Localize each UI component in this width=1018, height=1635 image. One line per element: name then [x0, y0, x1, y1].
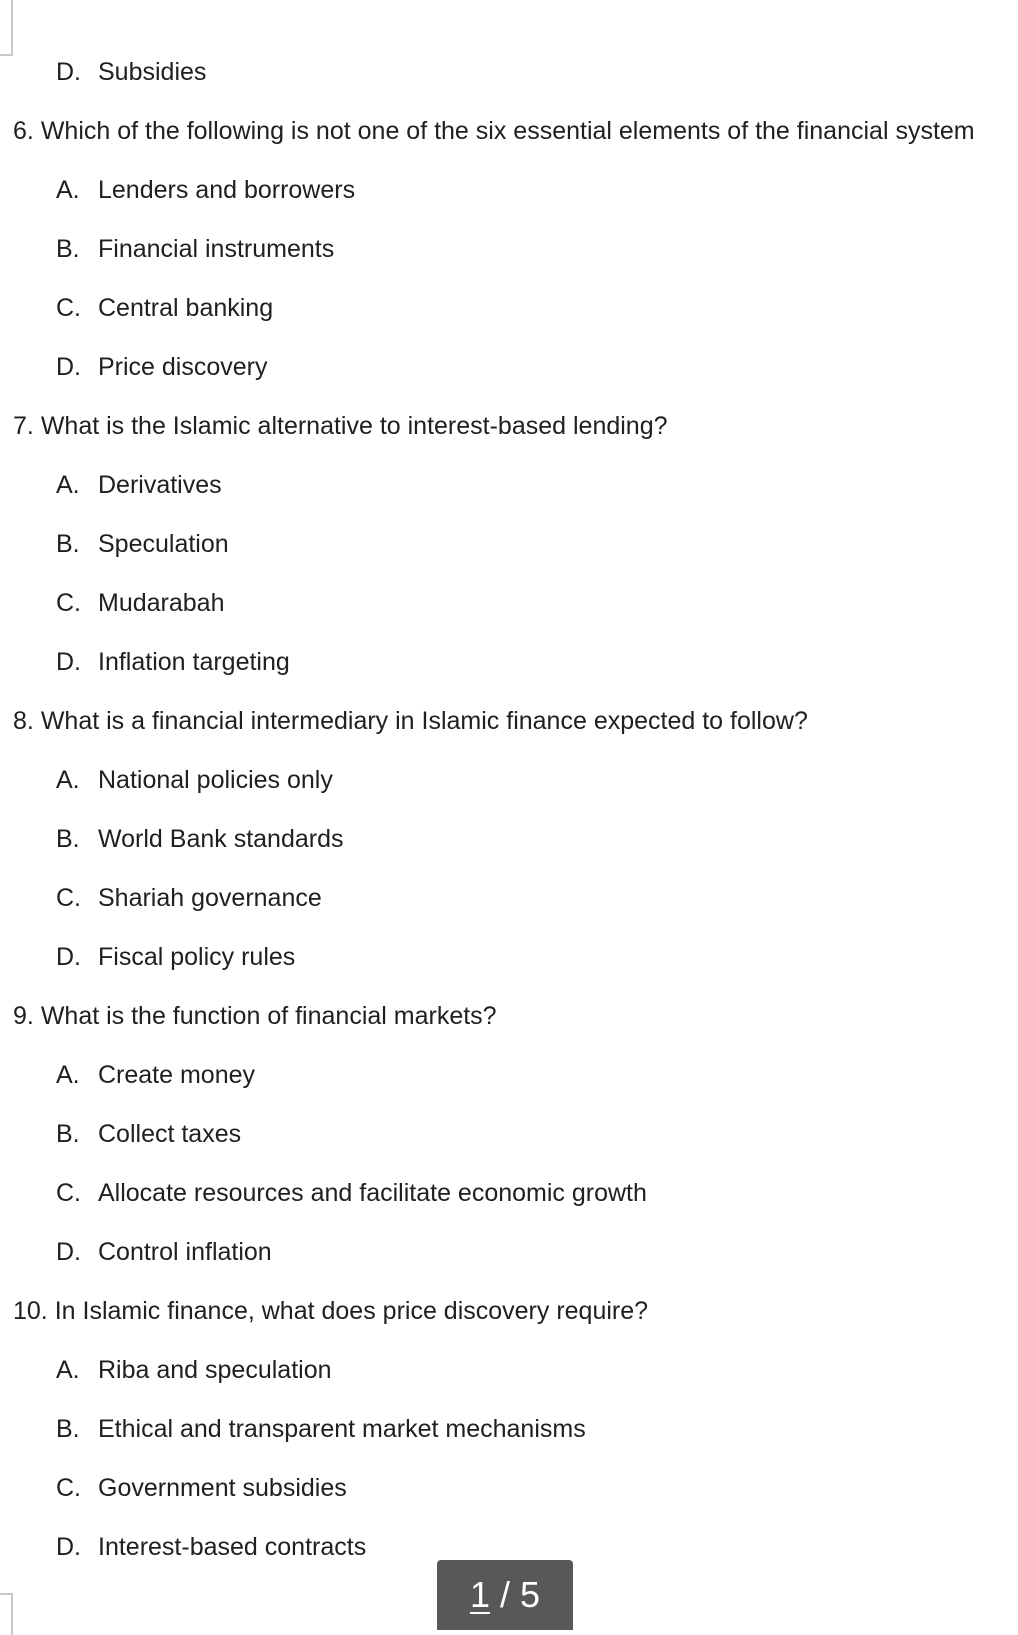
option-q9-c: C. Allocate resources and facilitate economic growth [56, 1179, 647, 1207]
question-8: 8. What is a financial intermediary in Islamic finance expected to follow? [13, 707, 808, 735]
option-q9-d: D. Control inflation [56, 1238, 272, 1266]
option-q10-b: B. Ethical and transparent market mechanisms [56, 1415, 586, 1443]
question-6: 6. Which of the following is not one of the six essential elements of the financial system [13, 117, 975, 145]
total-pages: 5 [520, 1574, 541, 1615]
option-q10-a: A. Riba and speculation [56, 1356, 332, 1384]
option-q7-a: A. Derivatives [56, 471, 222, 499]
option-q8-b: B. World Bank standards [56, 825, 344, 853]
page-corner-mark-top [0, 0, 13, 56]
page-indicator[interactable] [437, 1560, 573, 1630]
option-q7-c: C. Mudarabah [56, 589, 225, 617]
question-9: 9. What is the function of financial markets? [13, 1002, 497, 1030]
option-q6-d: D. Price discovery [56, 353, 268, 381]
option-q9-b: B. Collect taxes [56, 1120, 242, 1148]
option-q9-a: A. Create money [56, 1061, 256, 1089]
option-q6-a: A. Lenders and borrowers [56, 176, 356, 204]
option-q8-a: A. National policies only [56, 766, 333, 794]
question-7: 7. What is the Islamic alternative to interest-based lending? [13, 412, 668, 440]
option-q7-b: B. Speculation [56, 530, 229, 558]
option-q10-c: C. Government subsidies [56, 1474, 347, 1502]
option-q6-b: B. Financial instruments [56, 235, 335, 263]
option-q8-d: D. Fiscal policy rules [56, 943, 296, 971]
option-q6-c: C. Central banking [56, 294, 274, 322]
page-corner-mark-bottom [0, 1593, 13, 1635]
current-page-number: 1 [469, 1574, 490, 1615]
option-q5-d: D. Subsidies [56, 58, 207, 86]
option-q10-d: D. Interest-based contracts [56, 1533, 367, 1561]
page-separator: / [489, 1574, 520, 1615]
question-10: 10. In Islamic finance, what does price discovery require? [13, 1297, 649, 1325]
option-q7-d: D. Inflation targeting [56, 648, 290, 676]
option-q8-c: C. Shariah governance [56, 884, 322, 912]
